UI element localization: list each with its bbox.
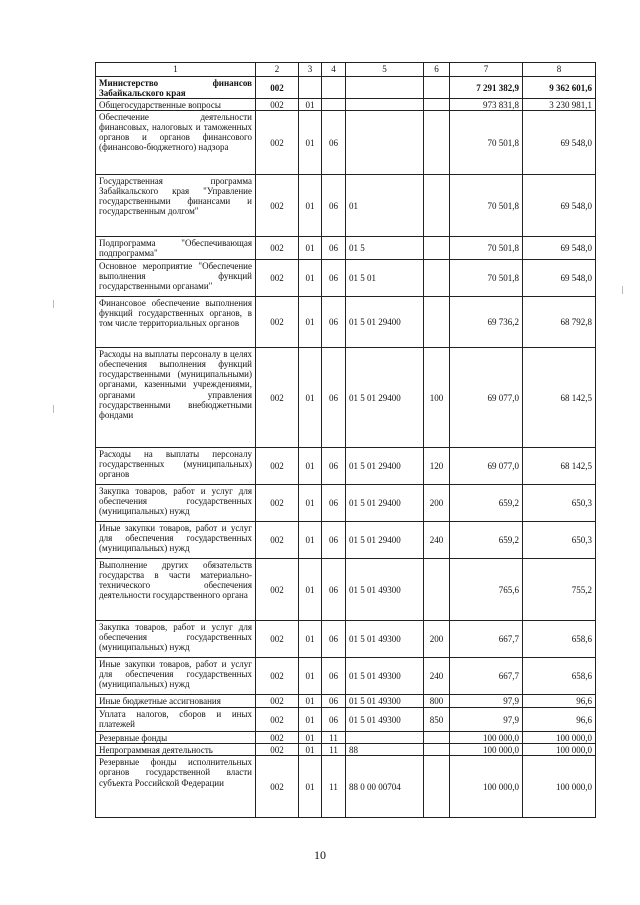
cell-expense-type: 240 bbox=[424, 522, 450, 559]
cell-expense-type bbox=[424, 175, 450, 237]
cell-section: 01 bbox=[299, 559, 322, 621]
cell-subsection: 06 bbox=[322, 559, 346, 621]
row-name: Закупка товаров, работ и услуг для обеспечения государственных (муниципальных) нужд bbox=[96, 485, 256, 522]
cell-target-article: 01 5 01 49300 bbox=[346, 658, 424, 695]
cell-amount-1: 70 501,8 bbox=[450, 175, 523, 237]
table-row bbox=[96, 260, 596, 297]
cell-amount-1: 7 291 382,9 bbox=[450, 77, 523, 99]
cell-expense-type: 120 bbox=[424, 448, 450, 485]
cell-target-article bbox=[346, 111, 424, 175]
cell-amount-2: 658,6 bbox=[523, 658, 596, 695]
row-name: Иные бюджетные ассигнования bbox=[96, 695, 256, 708]
cell-subsection: 11 bbox=[322, 732, 346, 744]
row-name: Иные закупки товаров, работ и услуг для обеспечения государственных (муниципальных) нужд bbox=[96, 522, 256, 559]
cell-expense-type bbox=[424, 756, 450, 818]
scan-margin-mark bbox=[622, 286, 623, 294]
cell-target-article: 01 bbox=[346, 175, 424, 237]
cell-expense-type bbox=[424, 260, 450, 297]
table-header-row bbox=[96, 63, 596, 77]
cell-expense-type bbox=[424, 297, 450, 348]
column-header: 1 bbox=[96, 63, 256, 77]
scan-margin-mark bbox=[53, 405, 54, 413]
cell-target-article: 88 0 00 00704 bbox=[346, 756, 424, 818]
cell-expense-type bbox=[424, 732, 450, 744]
page-number: 10 bbox=[314, 848, 326, 862]
row-name: Расходы на выплаты персоналу в целях обеспечения выполнения функций государственными (муниципальными) органами, казенными учреждениями, органами управления государственными внебюджетными фондами bbox=[96, 348, 256, 448]
cell-target-article bbox=[346, 99, 424, 111]
cell-expense-type: 100 bbox=[424, 348, 450, 448]
cell-section: 01 bbox=[299, 348, 322, 448]
cell-ministry-code: 002 bbox=[256, 99, 299, 111]
cell-amount-2: 68 142,5 bbox=[523, 448, 596, 485]
row-name: Основное мероприятие "Обеспечение выполнения функций государственными органами" bbox=[96, 260, 256, 297]
cell-target-article: 01 5 01 29400 bbox=[346, 297, 424, 348]
table-row bbox=[96, 111, 596, 175]
cell-amount-1: 667,7 bbox=[450, 658, 523, 695]
cell-amount-1: 100 000,0 bbox=[450, 756, 523, 818]
cell-subsection: 06 bbox=[322, 695, 346, 708]
cell-target-article: 01 5 01 49300 bbox=[346, 708, 424, 732]
cell-ministry-code: 002 bbox=[256, 744, 299, 756]
cell-section: 01 bbox=[299, 448, 322, 485]
table-row bbox=[96, 485, 596, 522]
cell-amount-1: 765,6 bbox=[450, 559, 523, 621]
column-header: 8 bbox=[523, 63, 596, 77]
cell-section: 01 bbox=[299, 175, 322, 237]
cell-expense-type: 200 bbox=[424, 485, 450, 522]
cell-expense-type bbox=[424, 237, 450, 260]
cell-target-article: 01 5 01 29400 bbox=[346, 448, 424, 485]
row-name: Государственная программа Забайкальского края "Управление государственными финансами и государственным долгом" bbox=[96, 175, 256, 237]
cell-subsection: 06 bbox=[322, 237, 346, 260]
cell-ministry-code: 002 bbox=[256, 237, 299, 260]
table-row bbox=[96, 658, 596, 695]
cell-section: 01 bbox=[299, 111, 322, 175]
cell-expense-type: 800 bbox=[424, 695, 450, 708]
cell-amount-2: 69 548,0 bbox=[523, 260, 596, 297]
row-name: Подпрограмма "Обеспечивающая подпрограмма" bbox=[96, 237, 256, 260]
cell-target-article: 88 bbox=[346, 744, 424, 756]
cell-subsection bbox=[322, 77, 346, 99]
cell-section: 01 bbox=[299, 99, 322, 111]
cell-target-article: 01 5 01 49300 bbox=[346, 621, 424, 658]
cell-subsection: 06 bbox=[322, 111, 346, 175]
cell-amount-2: 69 548,0 bbox=[523, 175, 596, 237]
column-header: 3 bbox=[299, 63, 322, 77]
cell-ministry-code: 002 bbox=[256, 732, 299, 744]
cell-amount-1: 69 077,0 bbox=[450, 448, 523, 485]
cell-amount-2: 69 548,0 bbox=[523, 111, 596, 175]
cell-amount-2: 100 000,0 bbox=[523, 756, 596, 818]
row-name: Расходы на выплаты персоналу государственных (муниципальных) органов bbox=[96, 448, 256, 485]
cell-ministry-code: 002 bbox=[256, 485, 299, 522]
cell-expense-type bbox=[424, 559, 450, 621]
cell-ministry-code: 002 bbox=[256, 448, 299, 485]
table-row bbox=[96, 77, 596, 99]
cell-subsection: 06 bbox=[322, 348, 346, 448]
cell-subsection: 06 bbox=[322, 708, 346, 732]
cell-section: 01 bbox=[299, 695, 322, 708]
table-row bbox=[96, 695, 596, 708]
table-row bbox=[96, 621, 596, 658]
row-name: Уплата налогов, сборов и иных платежей bbox=[96, 708, 256, 732]
cell-section: 01 bbox=[299, 732, 322, 744]
cell-section: 01 bbox=[299, 658, 322, 695]
cell-amount-1: 97,9 bbox=[450, 708, 523, 732]
cell-section: 01 bbox=[299, 756, 322, 818]
cell-amount-1: 667,7 bbox=[450, 621, 523, 658]
cell-ministry-code: 002 bbox=[256, 621, 299, 658]
cell-amount-1: 659,2 bbox=[450, 485, 523, 522]
cell-target-article: 01 5 01 29400 bbox=[346, 485, 424, 522]
table-row bbox=[96, 175, 596, 237]
cell-section: 01 bbox=[299, 297, 322, 348]
cell-amount-2: 96,6 bbox=[523, 708, 596, 732]
column-header: 7 bbox=[450, 63, 523, 77]
cell-subsection: 06 bbox=[322, 621, 346, 658]
cell-expense-type: 200 bbox=[424, 621, 450, 658]
row-name: Закупка товаров, работ и услуг для обеспечения государственных (муниципальных) нужд bbox=[96, 621, 256, 658]
cell-subsection bbox=[322, 99, 346, 111]
cell-ministry-code: 002 bbox=[256, 695, 299, 708]
cell-amount-2: 3 230 981,1 bbox=[523, 99, 596, 111]
cell-target-article: 01 5 01 bbox=[346, 260, 424, 297]
cell-amount-1: 70 501,8 bbox=[450, 260, 523, 297]
row-name: Общегосударственные вопросы bbox=[96, 99, 256, 111]
cell-ministry-code: 002 bbox=[256, 297, 299, 348]
column-header: 6 bbox=[424, 63, 450, 77]
cell-expense-type bbox=[424, 77, 450, 99]
table-row bbox=[96, 732, 596, 744]
cell-section: 01 bbox=[299, 485, 322, 522]
cell-ministry-code: 002 bbox=[256, 522, 299, 559]
cell-amount-2: 68 792,8 bbox=[523, 297, 596, 348]
cell-expense-type bbox=[424, 99, 450, 111]
cell-amount-2: 658,6 bbox=[523, 621, 596, 658]
row-name: Резервные фонды исполнительных органов государственной власти субъекта Российской Федерации bbox=[96, 756, 256, 818]
cell-amount-2: 96,6 bbox=[523, 695, 596, 708]
cell-section: 01 bbox=[299, 237, 322, 260]
row-name: Непрограммная деятельность bbox=[96, 744, 256, 756]
table-row bbox=[96, 744, 596, 756]
cell-ministry-code: 002 bbox=[256, 260, 299, 297]
cell-section: 01 bbox=[299, 260, 322, 297]
table-row bbox=[96, 297, 596, 348]
cell-amount-2: 68 142,5 bbox=[523, 348, 596, 448]
cell-ministry-code: 002 bbox=[256, 559, 299, 621]
cell-target-article bbox=[346, 77, 424, 99]
table-row bbox=[96, 708, 596, 732]
cell-amount-1: 70 501,8 bbox=[450, 237, 523, 260]
column-header: 5 bbox=[346, 63, 424, 77]
cell-target-article: 01 5 01 49300 bbox=[346, 695, 424, 708]
cell-section: 01 bbox=[299, 744, 322, 756]
cell-subsection: 06 bbox=[322, 658, 346, 695]
cell-subsection: 06 bbox=[322, 260, 346, 297]
table-row bbox=[96, 559, 596, 621]
cell-ministry-code: 002 bbox=[256, 756, 299, 818]
row-name: Министерство финансов Забайкальского края bbox=[96, 77, 256, 99]
cell-amount-1: 100 000,0 bbox=[450, 732, 523, 744]
cell-subsection: 06 bbox=[322, 175, 346, 237]
cell-amount-1: 659,2 bbox=[450, 522, 523, 559]
cell-subsection: 06 bbox=[322, 448, 346, 485]
budget-table bbox=[95, 62, 596, 818]
cell-amount-2: 69 548,0 bbox=[523, 237, 596, 260]
column-header: 4 bbox=[322, 63, 346, 77]
table-row bbox=[96, 756, 596, 818]
cell-expense-type bbox=[424, 744, 450, 756]
cell-target-article: 01 5 01 29400 bbox=[346, 522, 424, 559]
cell-target-article bbox=[346, 732, 424, 744]
table-row bbox=[96, 448, 596, 485]
cell-ministry-code: 002 bbox=[256, 175, 299, 237]
cell-amount-1: 973 831,8 bbox=[450, 99, 523, 111]
cell-amount-2: 9 362 601,6 bbox=[523, 77, 596, 99]
cell-target-article: 01 5 01 49300 bbox=[346, 559, 424, 621]
cell-amount-2: 650,3 bbox=[523, 485, 596, 522]
cell-subsection: 06 bbox=[322, 522, 346, 559]
row-name: Выполнение других обязательств государства в части материально-технического обеспечения деятельности государственного органа bbox=[96, 559, 256, 621]
cell-subsection: 11 bbox=[322, 744, 346, 756]
cell-amount-1: 70 501,8 bbox=[450, 111, 523, 175]
cell-ministry-code: 002 bbox=[256, 111, 299, 175]
cell-target-article: 01 5 01 29400 bbox=[346, 348, 424, 448]
cell-amount-2: 650,3 bbox=[523, 522, 596, 559]
cell-expense-type: 240 bbox=[424, 658, 450, 695]
cell-amount-2: 100 000,0 bbox=[523, 732, 596, 744]
cell-subsection: 06 bbox=[322, 297, 346, 348]
table-row bbox=[96, 99, 596, 111]
cell-amount-1: 97,9 bbox=[450, 695, 523, 708]
cell-expense-type bbox=[424, 111, 450, 175]
column-header: 2 bbox=[256, 63, 299, 77]
row-name: Резервные фонды bbox=[96, 732, 256, 744]
table-row bbox=[96, 348, 596, 448]
cell-amount-1: 69 736,2 bbox=[450, 297, 523, 348]
cell-section: 01 bbox=[299, 522, 322, 559]
cell-ministry-code: 002 bbox=[256, 658, 299, 695]
cell-ministry-code: 002 bbox=[256, 348, 299, 448]
scan-margin-mark bbox=[53, 300, 54, 308]
cell-target-article: 01 5 bbox=[346, 237, 424, 260]
cell-amount-2: 100 000,0 bbox=[523, 744, 596, 756]
cell-section: 01 bbox=[299, 621, 322, 658]
row-name: Финансовое обеспечение выполнения функций государственных органов, в том числе территориальных органов bbox=[96, 297, 256, 348]
row-name: Иные закупки товаров, работ и услуг для обеспечения государственных (муниципальных) нужд bbox=[96, 658, 256, 695]
cell-subsection: 11 bbox=[322, 756, 346, 818]
cell-subsection: 06 bbox=[322, 485, 346, 522]
table-row bbox=[96, 237, 596, 260]
cell-section bbox=[299, 77, 322, 99]
table-row bbox=[96, 522, 596, 559]
cell-expense-type: 850 bbox=[424, 708, 450, 732]
cell-ministry-code: 002 bbox=[256, 708, 299, 732]
cell-ministry-code: 002 bbox=[256, 77, 299, 99]
row-name: Обеспечение деятельности финансовых, налоговых и таможенных органов и органов финансового (финансово-бюджетного) надзора bbox=[96, 111, 256, 175]
cell-amount-1: 69 077,0 bbox=[450, 348, 523, 448]
cell-amount-2: 755,2 bbox=[523, 559, 596, 621]
cell-amount-1: 100 000,0 bbox=[450, 744, 523, 756]
cell-section: 01 bbox=[299, 708, 322, 732]
